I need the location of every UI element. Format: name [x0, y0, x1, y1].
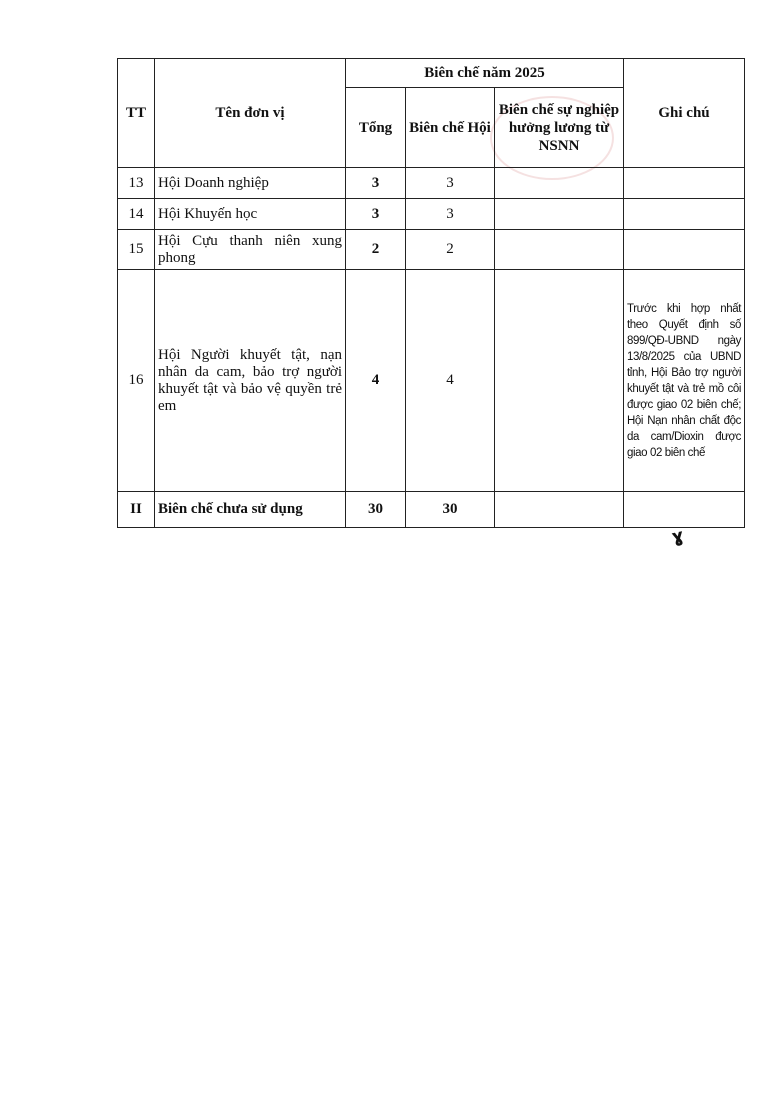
- section-tt: II: [118, 492, 155, 528]
- row-note: Trước khi hợp nhất theo Quyết định số 899/QĐ-UBND ngày 13/8/2025 của UBND tỉnh, Hội Bảo trợ người khuyết tật và trẻ mồ côi được giao 02 biên chế; Hội Nạn nhân chất độc da cam/Dioxin được giao 02 biên chế: [624, 270, 745, 492]
- header-name: Tên đơn vị: [155, 59, 346, 168]
- table-row: [118, 168, 745, 199]
- header-assoc: Biên chế Hội: [406, 88, 495, 168]
- table-row: [118, 270, 745, 492]
- row-career: [495, 230, 624, 270]
- section-assoc: 30: [406, 492, 495, 528]
- section-note: [624, 492, 745, 528]
- row-total: 3: [346, 199, 406, 230]
- row-name: Hội Người khuyết tật, nạn nhân da cam, bảo trợ người khuyết tật và bảo vệ quyền trẻ em: [155, 270, 346, 492]
- row-note: [624, 230, 745, 270]
- row-total: 3: [346, 168, 406, 199]
- row-tt: 14: [118, 199, 155, 230]
- row-tt: 13: [118, 168, 155, 199]
- row-assoc: 4: [406, 270, 495, 492]
- row-tt: 16: [118, 270, 155, 492]
- row-assoc: 3: [406, 199, 495, 230]
- header-career: Biên chế sự nghiệp hưởng lương từ NSNN: [495, 88, 624, 168]
- section-row: [118, 492, 745, 528]
- row-name: Hội Doanh nghiệp: [155, 168, 346, 199]
- row-tt: 15: [118, 230, 155, 270]
- staffing-table: [117, 58, 745, 528]
- row-note: [624, 168, 745, 199]
- row-name: Hội Khuyến học: [155, 199, 346, 230]
- table-header: [118, 59, 745, 168]
- row-total: 4: [346, 270, 406, 492]
- header-total: Tổng: [346, 88, 406, 168]
- row-career: [495, 199, 624, 230]
- table-row: [118, 230, 745, 270]
- row-assoc: 2: [406, 230, 495, 270]
- table-row: [118, 199, 745, 230]
- row-career: [495, 270, 624, 492]
- row-assoc: 3: [406, 168, 495, 199]
- row-total: 2: [346, 230, 406, 270]
- row-note: [624, 199, 745, 230]
- section-career: [495, 492, 624, 528]
- header-note: Ghi chú: [624, 59, 745, 168]
- handwritten-initial-mark: ɣ: [669, 525, 686, 548]
- section-name: Biên chế chưa sử dụng: [155, 492, 346, 528]
- row-career: [495, 168, 624, 199]
- header-group: Biên chế năm 2025: [346, 59, 624, 88]
- section-total: 30: [346, 492, 406, 528]
- header-tt: TT: [118, 59, 155, 168]
- row-name: Hội Cựu thanh niên xung phong: [155, 230, 346, 270]
